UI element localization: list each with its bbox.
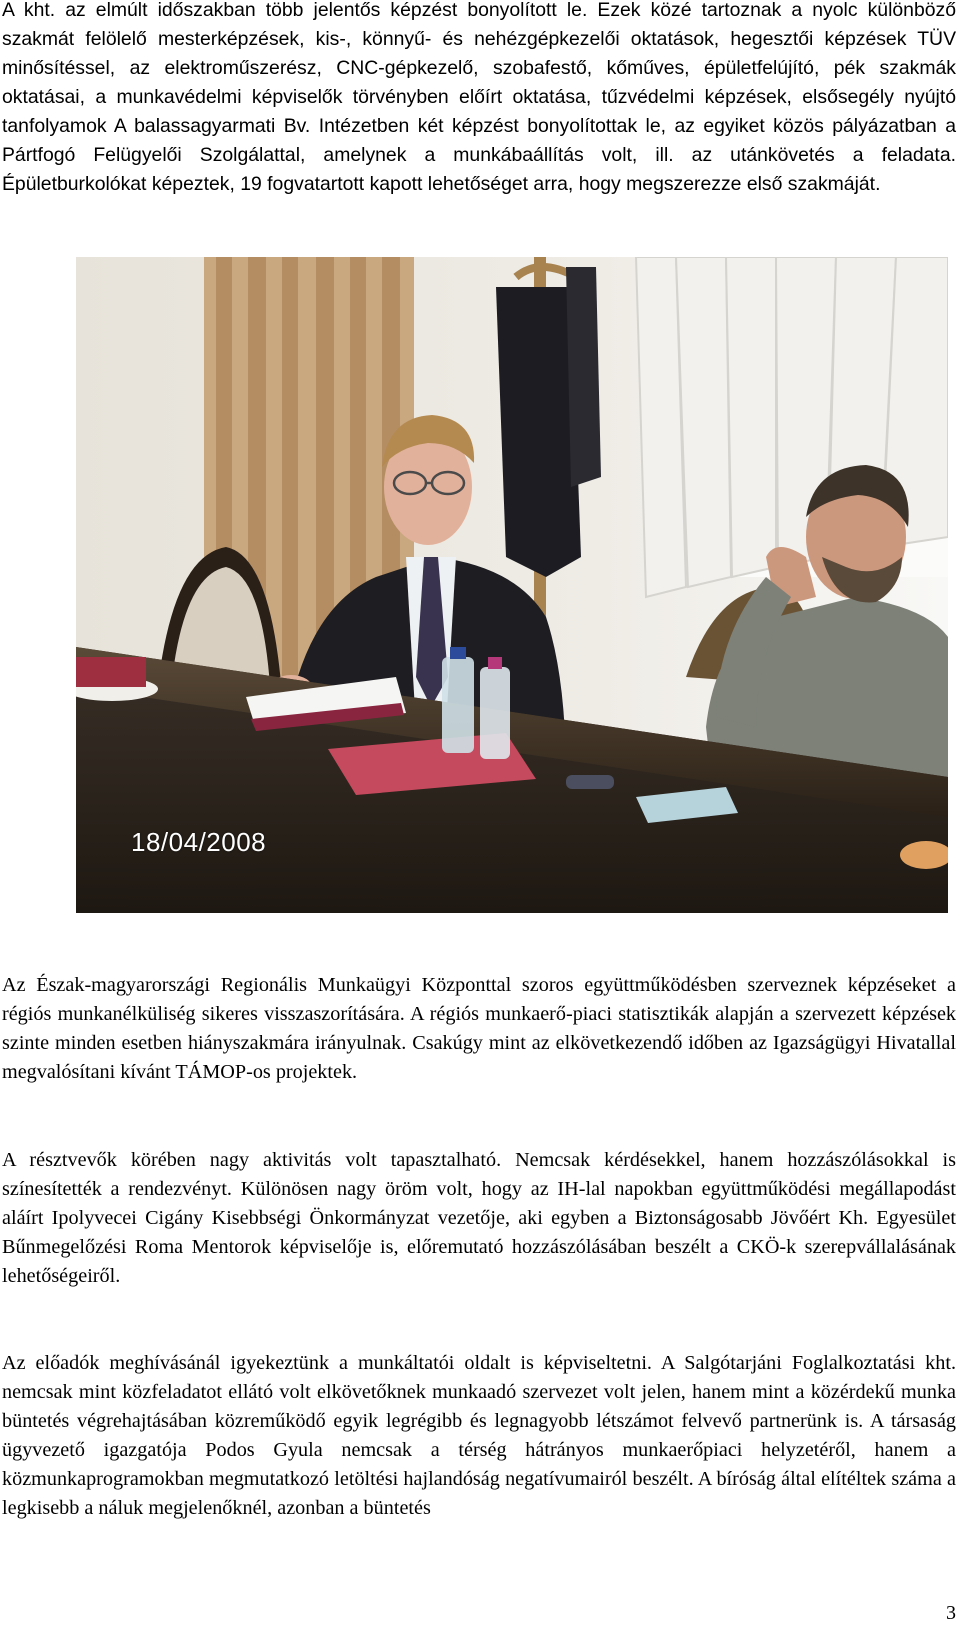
meeting-photo bbox=[76, 257, 948, 913]
paragraph-speakers: Az előadók meghívásánál igyekeztünk a munkáltatói oldalt is képviseltetni. A Salgótarjáni Foglalkoztatási kht. nemcsak mint közfeladatot ellátó volt elkövetőknek munkaadó szervezet volt jelen, hanem mint a közérdekű munka büntetés végrehajtásában közreműködő egyik legrégibb és legnagyobb létszámot felvevő partnerünk is. A társaság ügyvezető igazgatója Podos Gyula nemcsak a térség hátrányos munkaerőpiaci helyzetéről, hanem a közmunkaprogramokban megmutatkozó letöltési hajlandóság negatívumairól beszélt. A bíróság által elítéltek száma a legkisebb a náluk megjelenőknél, azonban a büntetés bbox=[2, 1352, 956, 1519]
paragraph-regional-centre: Az Észak-magyarországi Regionális Munkaügyi Központtal szoros együttműködésben szerveznek képzéseket a régiós munkanélküliség sikeres visszaszorítására. A régiós munkaerő-piaci statisztikák alapján a szervezett képzések szinte minden esetben hiányszakmára irányulnak. Csakúgy mint az elkövetkezendő időben az Igazságügyi Hivatallal megvalósítani kívánt TÁMOP-os projektek. bbox=[2, 974, 956, 1083]
photo-date-stamp: 18/04/2008 bbox=[131, 827, 267, 857]
intro-paragraph: A kht. az elmúlt időszakban több jelentős képzést bonyolított le. Ezek közé tartoznak a nyolc különböző szakmát felölelő mesterképzések, kis-, könnyű- és nehézgépkezelői oktatások, hegesztői képzések TÜV minősítéssel, az elektroműszerész, CNC-gépkezelő, szobafestő, kőműves, épületfelújító, pék szakmák oktatásai, a munkavédelmi képviselők törvényben előírt oktatása, tűzvédelmi képzések, elsősegély nyújtó tanfolyamok A balassagyarmati Bv. Intézetben két képzést bonyolítottak le, az egyiket közös pályázatban a Pártfogó Felügyelői Szolgálattal, amelynek a munkábaállítás volt, ill. az utánkövetés a feladata. Épületburkolókat képeztek, 19 fogvatartott kapott lehetőséget arra, hogy megszerezze első szakmáját. bbox=[2, 0, 956, 195]
paragraph-participants: A résztvevők körében nagy aktivitás volt tapasztalható. Nemcsak kérdésekkel, hanem hozzászólásokkal is színesítették a rendezvényt. Különösen nagy öröm volt, hogy az IH-lal napokban együttműködési megállapodást aláírt Ipolyvecei Cigány Kisebbségi Önkormányzat vezetője, aki egyben a Biztonságosabb Jövőért Kh. Egyesület Bűnmegelőzési Roma Mentorok képviselője is, előremutató hozzászólásában beszélt a CKÖ-k szerepvállalásának lehetőségeiről. bbox=[2, 1149, 956, 1287]
meeting-photo-illustration bbox=[76, 257, 948, 913]
page-number: 3 bbox=[946, 1602, 956, 1624]
